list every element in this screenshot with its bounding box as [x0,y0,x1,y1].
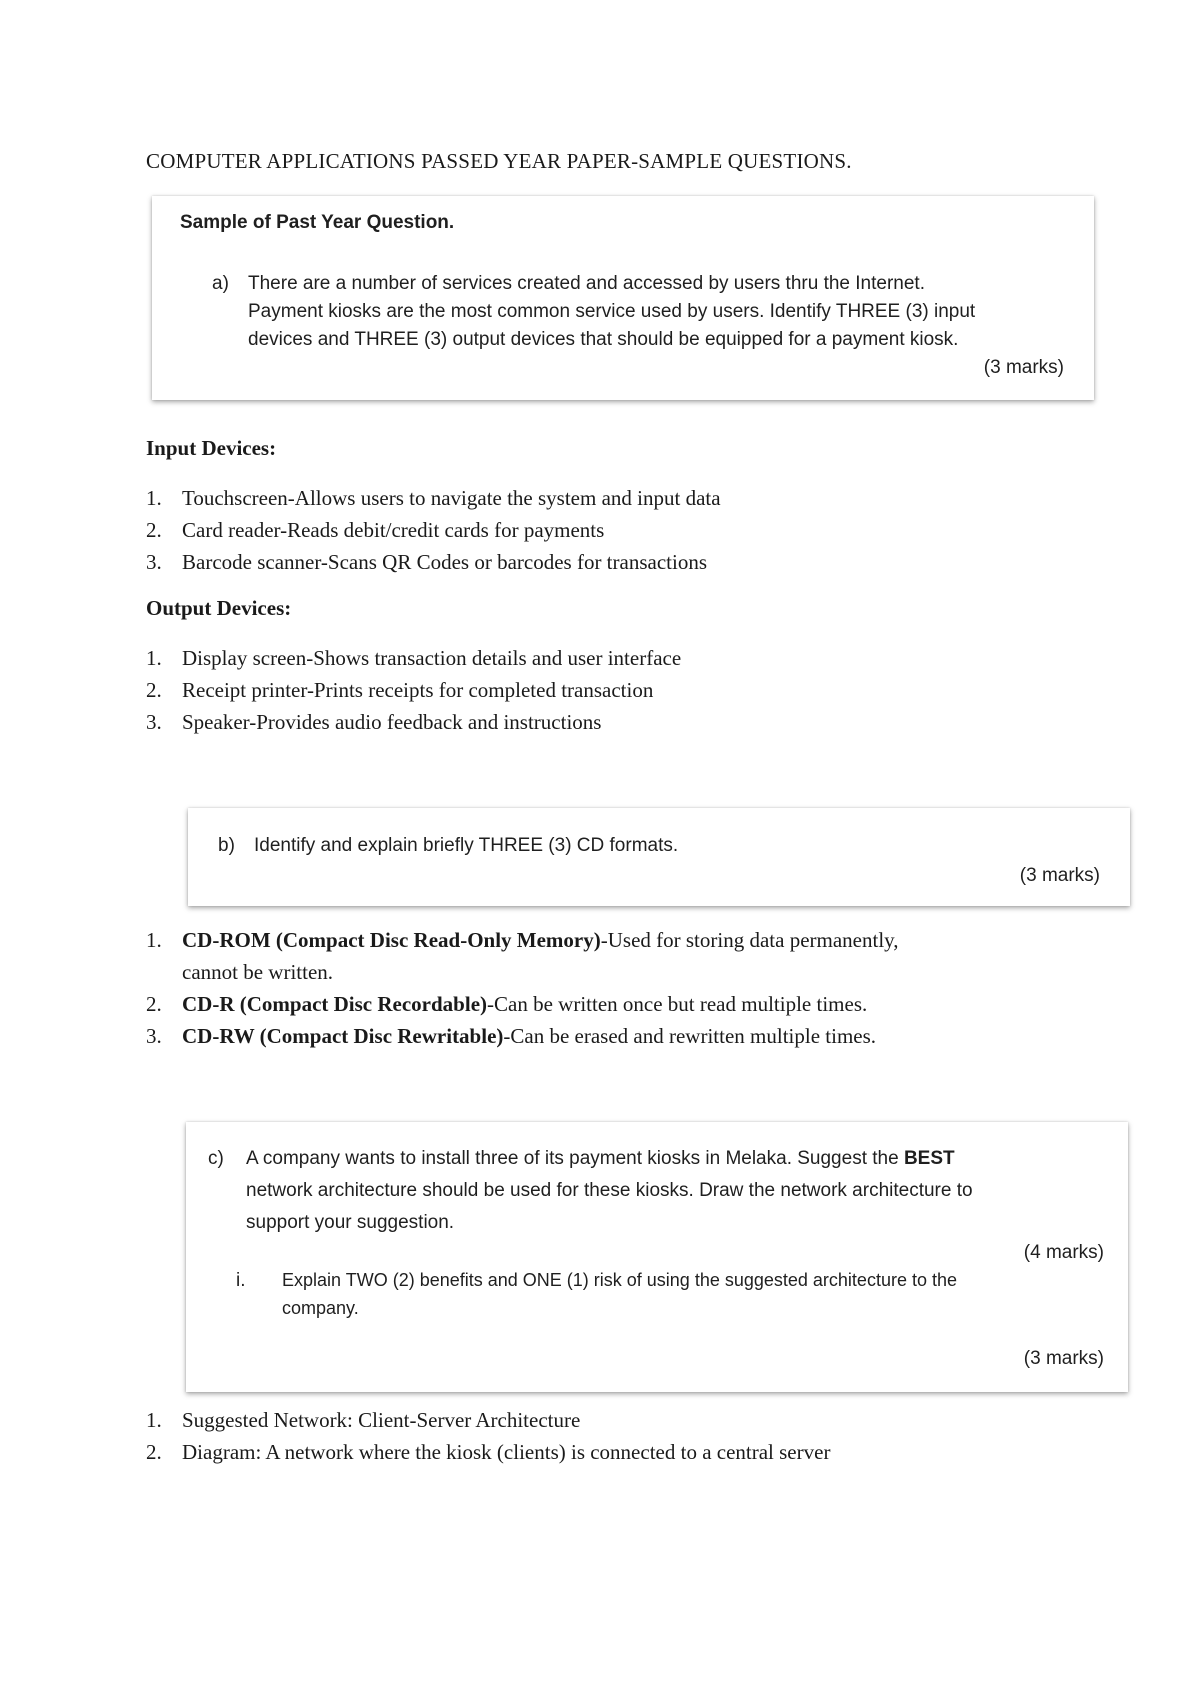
list-number: 1. [146,928,162,952]
question-line: support your suggestion. [246,1212,455,1233]
list-item [146,1404,1046,1436]
cd-formats-list [146,924,1046,1052]
question-emphasis: BEST [903,1148,955,1169]
list-number: 2. [146,992,162,1016]
question-box-b [188,808,1130,906]
page-title: COMPUTER APPLICATIONS PASSED YEAR PAPER-SAMPLE QUESTIONS. [146,149,852,173]
list-text: Card reader-Reads debit/credit cards for payments [182,518,605,542]
list-text: cannot be written. [182,960,334,984]
list-number: 3. [146,1024,162,1048]
list-item [146,924,1046,988]
list-number: 3. [146,710,162,734]
question-line: Payment kiosks are the most common service used by users. Identify THREE (3) input [248,301,976,322]
cd-format-term: CD-R (Compact Disc Recordable) [182,992,488,1016]
list-number: 2. [146,678,162,702]
list-text: Display screen-Shows transaction details and user interface [182,646,682,670]
list-item [146,674,1046,706]
list-text: Receipt printer-Prints receipts for completed transaction [182,678,654,702]
sub-question-line: company. [282,1298,359,1318]
list-number: 2. [146,1440,162,1464]
box-heading: Sample of Past Year Question. [180,212,455,233]
question-line: network architecture should be used for these kiosks. Draw the network architecture to [246,1180,973,1201]
question-label: c) [208,1148,224,1169]
output-devices-list [146,642,1046,738]
output-devices-heading: Output Devices: [146,596,292,620]
question-line [246,1144,955,1173]
list-text: Speaker-Provides audio feedback and instructions [182,710,602,734]
list-item [146,1020,1046,1052]
list-item [146,514,1046,546]
list-item [146,546,1046,578]
marks-label: (3 marks) [1023,1348,1104,1369]
list-text: Suggested Network: Client-Server Architecture [182,1408,581,1432]
list-item [146,1436,1046,1468]
marks-label: (3 marks) [1019,865,1100,886]
list-number: 3. [146,550,162,574]
question-label: a) [212,273,229,294]
sub-question-line: Explain TWO (2) benefits and ONE (1) risk of using the suggested architecture to the [282,1270,957,1290]
network-answer-list [146,1404,1046,1468]
list-number: 1. [146,486,162,510]
list-text: -Can be written once but read multiple times. [487,992,868,1016]
input-devices-list [146,482,1046,578]
list-text: Barcode scanner-Scans QR Codes or barcodes for transactions [182,550,707,574]
marks-label: (4 marks) [1023,1242,1104,1263]
list-text: Touchscreen-Allows users to navigate the system and input data [182,486,721,510]
list-text: -Can be erased and rewritten multiple times. [503,1024,877,1048]
question-line: Identify and explain briefly THREE (3) CD formats. [254,835,679,856]
marks-label: (3 marks) [983,357,1064,378]
list-number: 2. [146,518,162,542]
list-item [146,482,1046,514]
question-label: b) [218,835,235,856]
list-item [146,988,1046,1020]
list-text: Diagram: A network where the kiosk (clients) is connected to a central server [182,1440,831,1464]
question-line: There are a number of services created and accessed by users thru the Internet. [248,273,925,294]
sub-question-label: i. [236,1270,246,1291]
cd-format-term: CD-RW (Compact Disc Rewritable) [182,1024,504,1048]
list-text: -Used for storing data permanently, [600,928,899,952]
question-line: devices and THREE (3) output devices that should be equipped for a payment kiosk. [248,329,959,350]
list-item [146,706,1046,738]
question-box-c [186,1122,1128,1392]
input-devices-heading: Input Devices: [146,436,277,460]
list-item [146,642,1046,674]
question-box-a [152,196,1094,400]
cd-format-term: CD-ROM (Compact Disc Read-Only Memory) [182,928,601,952]
list-number: 1. [146,646,162,670]
question-text: A company wants to install three of its payment kiosks in Melaka. Suggest the [246,1148,904,1169]
list-number: 1. [146,1408,162,1432]
